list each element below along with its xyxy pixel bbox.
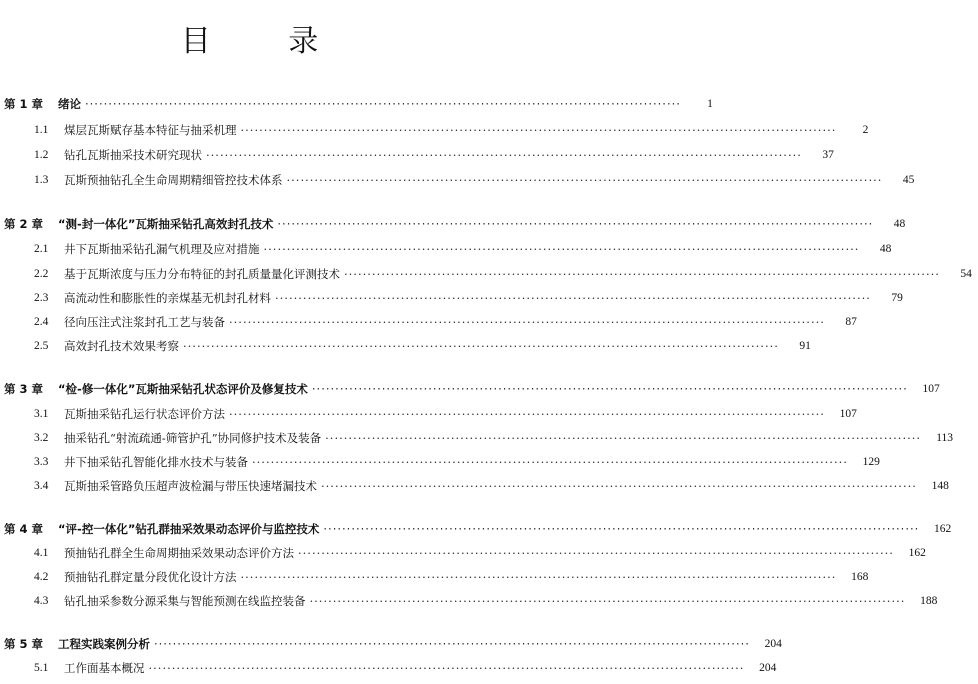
entry-title: “测-封一体化”瓦斯抽采钻孔高效封孔技术 [58,217,274,231]
page-number: 188 [920,595,938,607]
dot-leader [310,592,906,610]
entry-number: 3.4 [34,480,49,492]
entry-title: 径向压注式注浆封孔工艺与装备 [64,315,225,329]
page-number: 129 [862,456,880,468]
entry-title: 抽采钻孔“射流疏通-筛管护孔”协同修护技术及装备 [64,431,322,445]
toc-entry-chapter-3[interactable] [0,380,940,398]
entry-title: 瓦斯预抽钻孔全生命周期精细管控技术体系 [64,173,283,187]
dot-leader [229,313,825,331]
toc-entry-section-3-4[interactable] [0,477,949,495]
entry-number: 2.4 [34,316,49,328]
toc-entry-section-4-3[interactable] [0,592,938,610]
page-title: 目 录 [180,24,353,59]
entry-number: 第 1 章 [4,97,44,111]
page-number: 162 [934,523,952,535]
toc-entry-section-2-5[interactable] [0,337,811,355]
entry-number: 4.2 [34,571,49,583]
dot-leader [264,240,860,258]
page-number: 48 [879,243,892,255]
toc-entry-section-2-2[interactable] [0,265,972,283]
dot-leader [241,568,837,586]
dot-leader [241,121,837,139]
entry-title: 井下抽采钻孔智能化排水技术与装备 [64,455,248,469]
dot-leader [85,95,681,113]
dot-leader [323,520,919,538]
entry-number: 第 3 章 [4,382,44,396]
entry-title: 高流动性和膨胀性的亲煤基无机封孔材料 [64,291,271,305]
entry-title: “检-修一体化”瓦斯抽采钻孔状态评价及修复技术 [58,382,308,396]
dot-leader [321,477,917,495]
page-number: 91 [799,340,811,352]
toc-entry-section-1-3[interactable] [0,171,915,189]
toc-entry-section-2-3[interactable] [0,289,903,307]
toc-entry-section-3-1[interactable] [0,405,857,423]
entry-number: 1.2 [34,149,49,161]
entry-number: 2.5 [34,340,49,352]
toc-entry-chapter-5[interactable] [0,635,782,653]
dot-leader [277,215,873,233]
entry-title: 高效封孔技术效果考察 [64,339,179,353]
dot-leader [154,635,750,653]
toc-entry-section-2-1[interactable] [0,240,892,258]
entry-title: 钻孔瓦斯抽采技术研究现状 [64,148,202,162]
entry-number: 3.1 [34,408,49,420]
dot-leader [252,453,848,471]
entry-number: 3.2 [34,432,49,444]
entry-number: 4.1 [34,547,49,559]
entry-title: 工作面基本概况 [64,661,145,675]
dot-leader [275,289,871,307]
page-number: 107 [839,408,857,420]
page-number: 113 [936,432,954,444]
entry-title: 基于瓦斯浓度与压力分布特征的封孔质量量化评测技术 [64,267,340,281]
entry-number: 3.3 [34,456,49,468]
page-number: 162 [908,547,926,559]
entry-title: 瓦斯抽采管路负压超声波检漏与带压快速堵漏技术 [64,479,317,493]
toc-entry-section-4-2[interactable] [0,568,869,586]
toc-entry-chapter-4[interactable] [0,520,952,538]
page-number: 2 [862,124,869,136]
page-number: 54 [960,268,972,280]
toc-entry-section-3-2[interactable] [0,429,954,447]
toc-entry-section-1-2[interactable] [0,146,834,164]
entry-title: 瓦斯抽采钻孔运行状态评价方法 [64,407,225,421]
entry-number: 5.1 [34,662,49,674]
page-number: 204 [759,662,777,674]
dot-leader [183,337,779,355]
entry-number: 第 4 章 [4,522,44,536]
entry-title: 预抽钻孔群定量分段优化设计方法 [64,570,237,584]
entry-title: “评-控一体化”钻孔群抽采效果动态评价与监控技术 [58,522,320,536]
entry-number: 1.1 [34,124,49,136]
entry-number: 4.3 [34,595,49,607]
page-number: 1 [707,98,713,110]
dot-leader [344,265,940,283]
entry-title: 钻孔抽采参数分源采集与智能预测在线监控装备 [64,594,306,608]
page-number: 148 [931,480,949,492]
entry-number: 2.3 [34,292,49,304]
toc-entry-chapter-2[interactable] [0,215,906,233]
dot-leader [229,405,825,423]
dot-leader [312,380,908,398]
dot-leader [298,544,894,562]
entry-title: 预抽钻孔群全生命周期抽采效果动态评价方法 [64,546,294,560]
entry-number: 第 2 章 [4,217,44,231]
page-number: 37 [822,149,834,161]
entry-title: 井下瓦斯抽采钻孔漏气机理及应对措施 [64,242,260,256]
dot-leader [149,659,745,677]
toc-entry-section-1-1[interactable] [0,121,869,139]
toc-entry-chapter-1[interactable] [0,95,713,113]
dot-leader [206,146,802,164]
entry-title: 工程实践案例分析 [58,637,150,651]
dot-leader [325,429,921,447]
entry-title: 绪论 [58,97,81,111]
entry-number: 1.3 [34,174,49,186]
entry-number: 第 5 章 [4,637,44,651]
page-number: 87 [845,316,857,328]
toc-entry-section-2-4[interactable] [0,313,857,331]
entry-title: 煤层瓦斯赋存基本特征与抽采机理 [64,123,237,137]
dot-leader [287,171,883,189]
entry-number: 2.2 [34,268,49,280]
page-number: 107 [922,383,940,395]
page-number: 204 [764,638,782,650]
page-number: 48 [893,218,906,230]
entry-number: 2.1 [34,243,49,255]
page-number: 79 [891,292,903,304]
toc-entry-section-4-1[interactable] [0,544,926,562]
toc-entry-section-5-1[interactable] [0,659,777,677]
toc-entry-section-3-3[interactable] [0,453,880,471]
page-number: 168 [851,571,869,583]
page-number: 45 [902,174,915,186]
